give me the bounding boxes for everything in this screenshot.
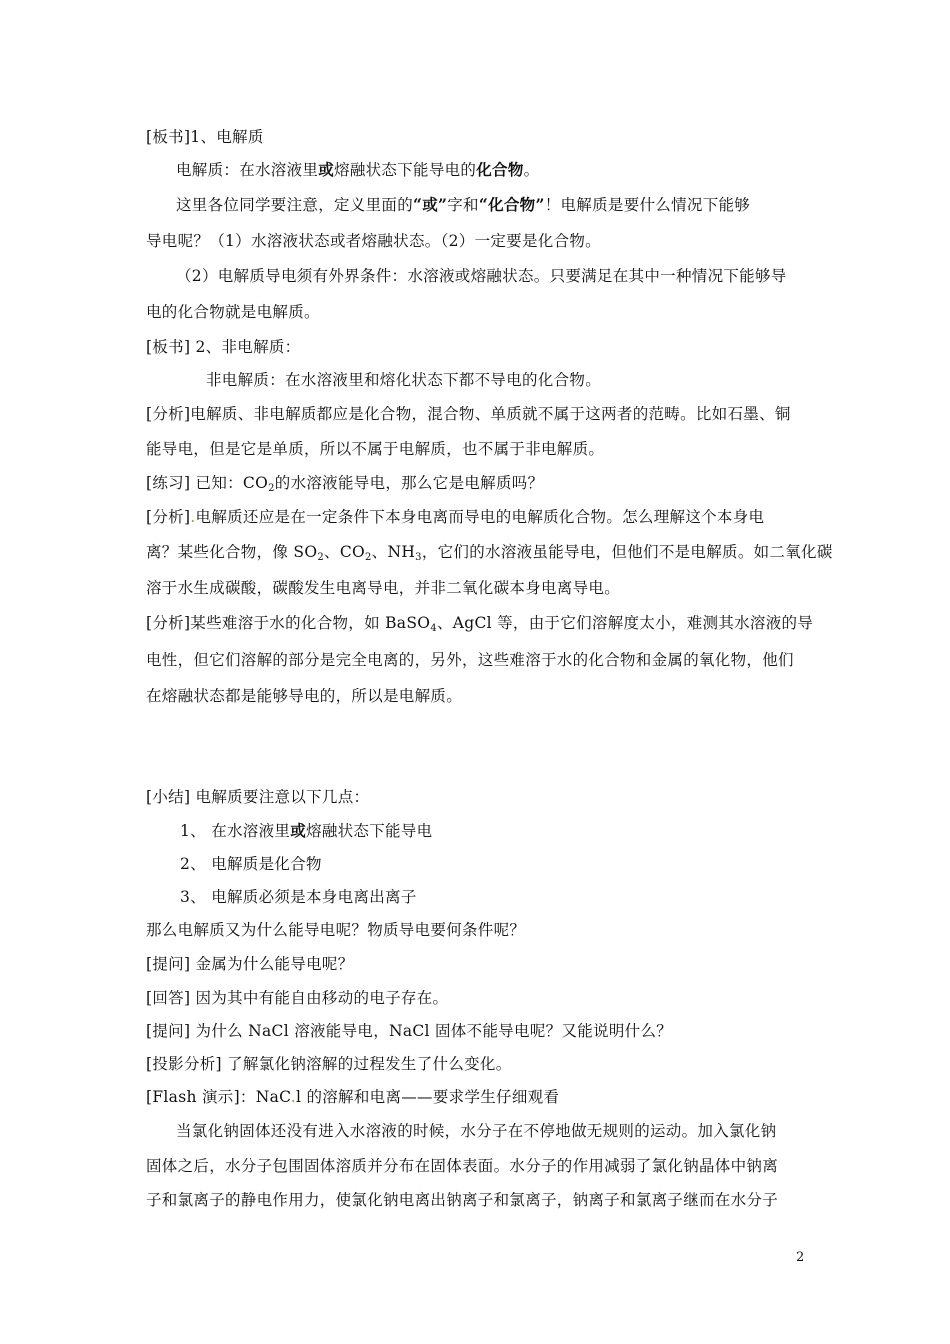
text-line: [板书] 2、非电解质： [146, 338, 301, 356]
text-line: 固体之后，水分子包围固体溶质并分布在固体表面。水分子的作用减弱了氯化钠晶体中钠离 [146, 1157, 779, 1175]
text-run: 这里各位同学要注意，定义里面的 [176, 196, 414, 214]
text-line: [板书]1、电解质 [146, 128, 264, 146]
page-number: 2 [796, 1250, 805, 1265]
bold-text: 化合物 [476, 160, 524, 179]
bold-text: “或” [413, 195, 448, 214]
text-run: 字和 [447, 196, 479, 214]
text-run: 1、 在水溶液里 [180, 822, 291, 840]
subscript: 2 [317, 552, 325, 563]
text-line: 导电呢？（1）水溶液状态或者熔融状态。（2）一定要是化合物。 [146, 232, 601, 250]
subscript: 2 [365, 552, 372, 563]
subscript: 4 [430, 623, 437, 634]
text-run: 熔融状态下能导电 [306, 822, 433, 840]
text-run: 的水溶液能导电，那么它是电解质吗？ [274, 474, 544, 492]
text-line [146, 473, 543, 493]
text-run: 熔融状态下能导电的 [334, 161, 477, 179]
text-run: 。 [523, 161, 540, 179]
text-line [146, 542, 833, 562]
text-line: [分析]电解质、非电解质都应是化合物，混合物、单质就不属于这两者的范畴。比如石墨、铜 [146, 405, 791, 423]
text-line [146, 1087, 559, 1107]
text-line: [回答] 因为其中有能自由移动的电子存在。 [146, 989, 449, 1007]
text-line [146, 613, 813, 633]
stray-mark: . [190, 508, 196, 526]
text-line [146, 507, 764, 527]
text-line: 当氯化钠固体还没有进入水溶液的时候，水分子在不停地做无规则的运动。加入氯化钠 [176, 1122, 777, 1140]
bold-text: “化合物” [478, 195, 545, 214]
text-run: l 的溶解和电离——要求学生仔细观看 [295, 1088, 560, 1106]
text-run: 、AgCl 等，由于它们溶解度太小，难测其水溶液的导 [436, 614, 814, 632]
subscript: 3 [415, 552, 422, 563]
text-run: [分析]某些难溶于水的化合物，如 BaSO [146, 614, 431, 632]
text-line: 电性，但它们溶解的部分是完全电离的，另外，这些难溶于水的化合物和金属的氧化物，他们 [146, 651, 794, 669]
text-line: 2、 电解质是化合物 [180, 855, 322, 873]
text-run: ！电解质是要什么情况下能够 [544, 196, 751, 214]
text-run: [Flash 演示]：NaC [146, 1088, 291, 1106]
text-run: 电解质：在水溶液里 [176, 161, 319, 179]
text-line: [提问] 金属为什么能导电呢？ [146, 955, 354, 973]
text-run: [练习] 已知：CO [146, 474, 269, 492]
text-line [180, 821, 432, 841]
text-run: [分析] [146, 508, 191, 526]
text-line: 非电解质：在水溶液里和熔化状态下都不导电的化合物。 [206, 371, 602, 389]
text-line: 溶于水生成碳酸，碳酸发生电离导电，并非二氧化碳本身电离导电。 [146, 579, 621, 597]
text-run: 、NH [371, 543, 416, 561]
text-line: 在熔融状态都是能够导电的，所以是电解质。 [146, 687, 463, 705]
bold-text: 或 [290, 821, 307, 840]
text-line: 子和氯离子的静电作用力，使氯化钠电离出钠离子和氯离子，钠离子和氯离子继而在水分子 [146, 1191, 779, 1209]
text-line: [提问] 为什么 NaCl 溶液能导电，NaCl 固体不能导电呢？又能说明什么？ [146, 1022, 673, 1040]
text-line [176, 195, 750, 215]
text-run: 电解质还应是在一定条件下本身电离而导电的电解质化合物。怎么理解这个本身电 [195, 508, 765, 526]
text-line [176, 160, 539, 180]
stray-mark: . [290, 1088, 296, 1106]
subscript: 2 [268, 483, 275, 494]
text-line: [投影分析] 了解氯化钠溶解的过程发生了什么变化。 [146, 1055, 512, 1073]
text-line: 能导电，但是它是单质，所以不属于电解质，也不属于非电解质。 [146, 440, 605, 458]
text-line: 那么电解质又为什么能导电呢？物质导电要何条件呢？ [146, 921, 526, 939]
text-run: 、CO [324, 543, 365, 561]
bold-text: 或 [318, 160, 335, 179]
text-line: 3、 电解质必须是本身电离出离子 [180, 888, 417, 906]
text-line: 电的化合物就是电解质。 [146, 303, 320, 321]
text-line: （2）电解质导电须有外界条件：水溶液或熔融状态。只要满足在其中一种情况下能够导 [176, 267, 787, 285]
text-line: [小结] 电解质要注意以下几点： [146, 788, 370, 806]
text-run: 离？某些化合物，像 SO [146, 543, 318, 561]
text-run: ，它们的水溶液虽能导电，但他们不是电解质。如二氧化碳 [421, 543, 833, 561]
